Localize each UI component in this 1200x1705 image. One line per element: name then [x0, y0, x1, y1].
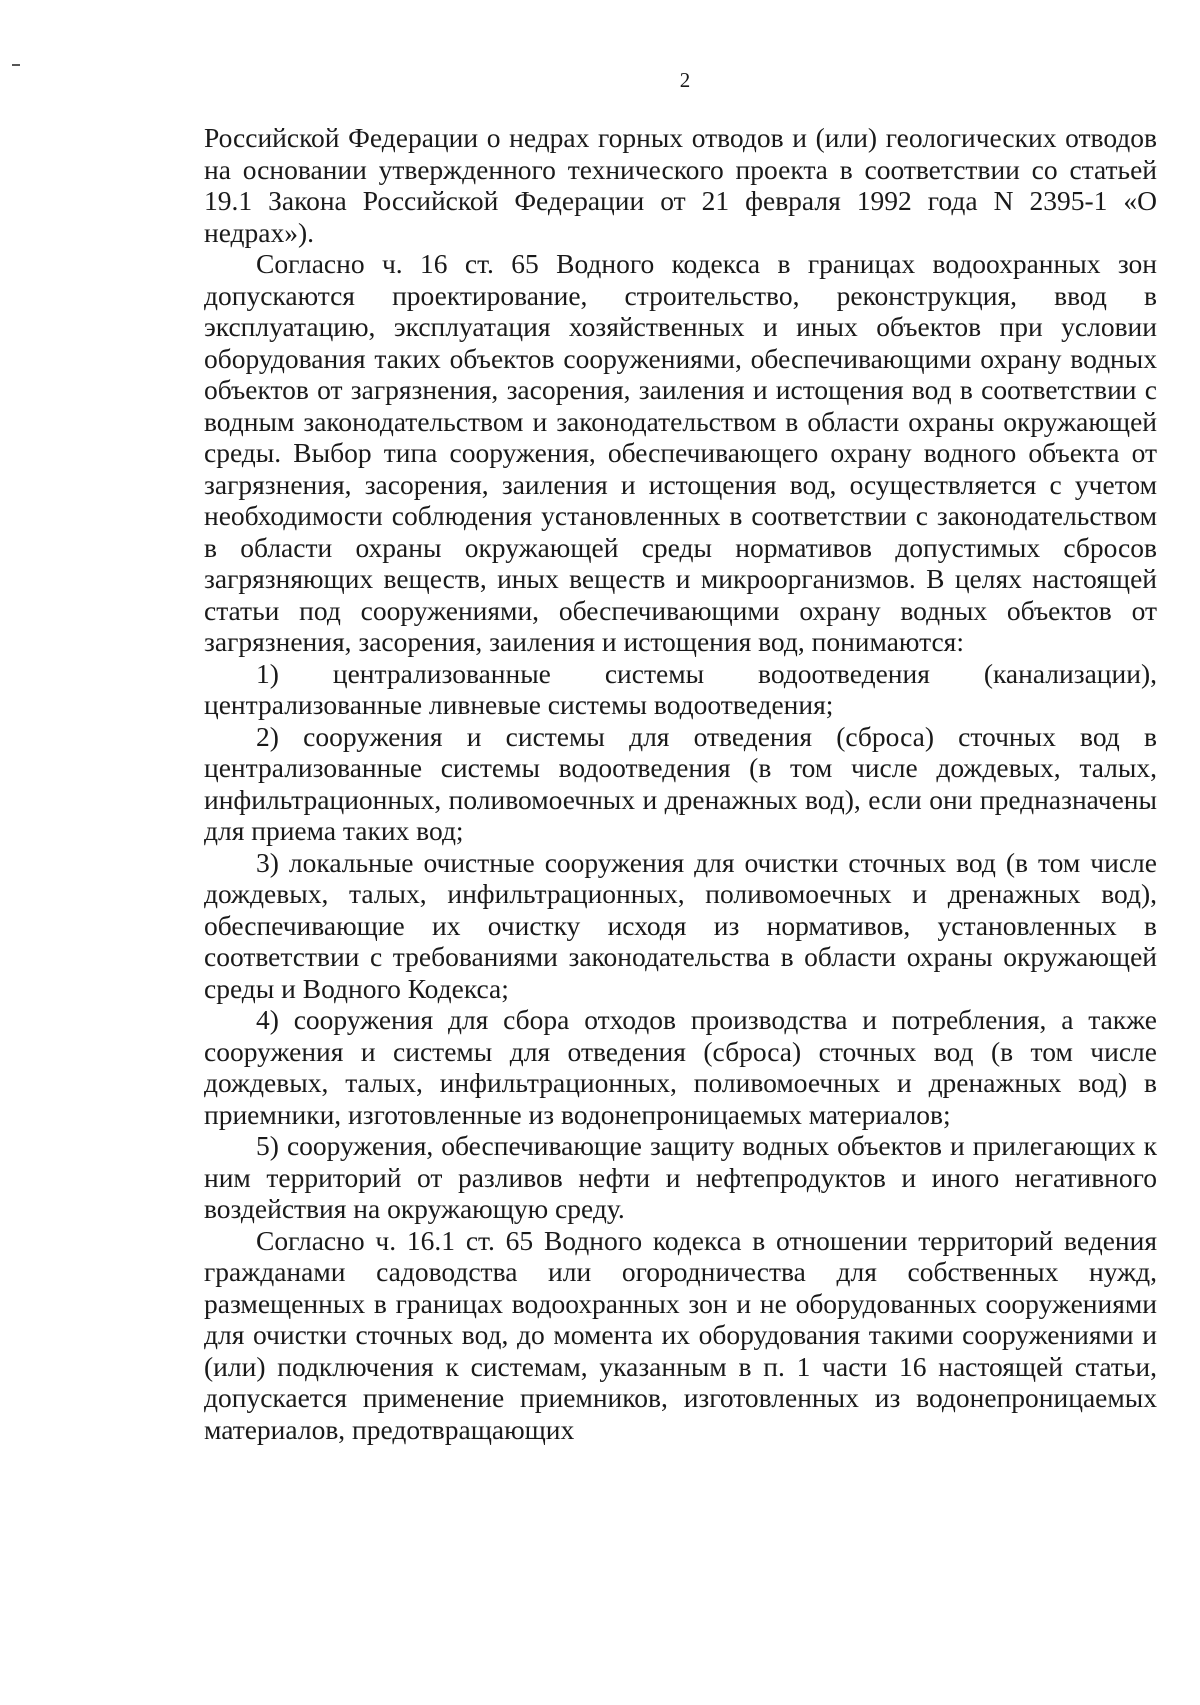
scan-artifact-mark [12, 64, 20, 66]
document-body [204, 122, 1157, 1445]
paragraph-article-16: Согласно ч. 16 ст. 65 Водного кодекса в границах водоохранных зон допускаются проектирование, строительство, реконструкция, ввод в эксплуатацию, эксплуатация хозяйственных и иных объектов при условии оборудования таких объектов сооружениями, обеспечивающими охрану водных объектов от загрязнения, засорения, заиления и истощения вод в соответствии с водным законодательством и законодательством в области охраны окружающей среды. Выбор типа сооружения, обеспечивающего охрану водного объекта от загрязнения, засорения, заиления и истощения вод, осуществляется с учетом необходимости соблюдения установленных в соответствии с законодательством в области охраны окружающей среды нормативов допустимых сбросов загрязняющих веществ, иных веществ и микроорганизмов. В целях настоящей статьи под сооружениями, обеспечивающими охрану водных объектов от загрязнения, засорения, заиления и истощения вод, понимаются: [204, 248, 1157, 657]
page-number: 2 [679, 68, 691, 92]
list-item-5: 5) сооружения, обеспечивающие защиту водных объектов и прилегающих к ним территорий от разливов нефти и нефтепродуктов и иного негативного воздействия на окружающую среду. [204, 1130, 1157, 1224]
list-item-2: 2) сооружения и системы для отведения (сброса) сточных вод в централизованные системы водоотведения (в том числе дождевых, талых, инфильтрационных, поливомоечных и дренажных вод), если они предназначены для приема таких вод; [204, 720, 1157, 846]
paragraph-continuation: Российской Федерации о недрах горных отводов и (или) геологических отводов на основании утвержденного технического проекта в соответствии со статьей 19.1 Закона Российской Федерации от 21 февраля 1992 года N 2395-1 «О недрах»). [204, 122, 1157, 248]
list-item-4: 4) сооружения для сбора отходов производства и потребления, а также сооружения и системы для отведения (сброса) сточных вод (в том числе дождевых, талых, инфильтрационных, поливомоечных и дренажных вод) в приемники, изготовленные из водонепроницаемых материалов; [204, 1004, 1157, 1130]
paragraph-article-16-1: Согласно ч. 16.1 ст. 65 Водного кодекса в отношении территорий ведения гражданами садоводства или огородничества для собственных нужд, размещенных в границах водоохранных зон и не оборудованных сооружениями для очистки сточных вод, до момента их оборудования такими сооружениями и (или) подключения к системам, указанным в п. 1 части 16 настоящей статьи, допускается применение приемников, изготовленных из водонепроницаемых материалов, предотвращающих [204, 1224, 1157, 1445]
list-item-3: 3) локальные очистные сооружения для очистки сточных вод (в том числе дождевых, талых, инфильтрационных, поливомоечных и дренажных вод), обеспечивающие их очистку исходя из нормативов, установленных в соответствии с требованиями законодательства в области охраны окружающей среды и Водного Кодекса; [204, 846, 1157, 1004]
list-item-1: 1) централизованные системы водоотведения (канализации), централизованные ливневые системы водоотведения; [204, 657, 1157, 720]
